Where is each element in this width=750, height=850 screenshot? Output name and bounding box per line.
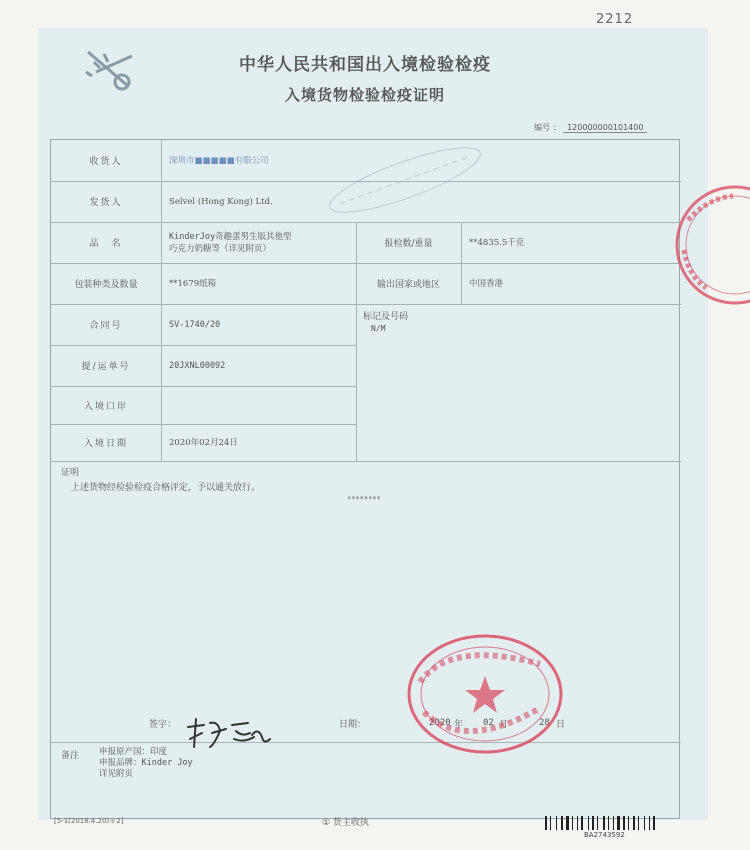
product-value	[161, 222, 356, 263]
entry-date-label: 入境日期	[83, 439, 128, 449]
date-label: 日期：	[339, 719, 367, 730]
serial-number	[534, 122, 647, 133]
serial-value: 120000000101400	[563, 123, 647, 133]
barcode-bar	[592, 816, 594, 830]
serial-label: 编号	[534, 123, 550, 132]
date-day: 28	[539, 718, 550, 728]
remarks-line1: 申报原产国：印度	[99, 746, 168, 757]
date-year: 2020	[429, 718, 451, 728]
serial-separator: ：	[552, 123, 561, 132]
barcode-bar	[628, 816, 629, 830]
entry-port-value	[161, 386, 356, 424]
date-month: 02	[483, 718, 494, 728]
barcode-bar	[550, 816, 551, 830]
date-month-suffix: 月	[499, 719, 509, 730]
contract-label: 合同号	[89, 321, 123, 331]
barcode-bar	[638, 816, 639, 830]
barcode-bar	[623, 816, 625, 830]
edge-seal-stamp	[660, 180, 750, 310]
barcode-bar	[603, 816, 605, 830]
barcode-bar	[561, 816, 563, 830]
bl-value: 20JXNL00092	[169, 360, 226, 371]
date-year-suffix: 年	[454, 719, 464, 730]
sign-label: 签字：	[149, 719, 177, 730]
handwritten-number: 2212	[596, 12, 634, 27]
barcode-bar	[653, 816, 655, 830]
certification-text: 上述货物经检验检疫合格评定，予以通关放行。	[71, 482, 261, 493]
product-value-line2: 巧克力奶糖等（详见附页）	[169, 243, 272, 254]
remarks-label: 备注	[61, 750, 80, 761]
barcode-bar	[633, 816, 635, 830]
certificate-title-line1: 中华人民共和国出入境检验检疫	[239, 55, 491, 75]
barcode-bar	[577, 816, 578, 830]
entry-port-label: 入境口岸	[83, 401, 128, 412]
faint-stamp-impression	[310, 140, 500, 220]
barcode-bar	[572, 816, 573, 830]
handwritten-signature	[182, 713, 272, 753]
qty-weight-value: **4835.5千克	[469, 237, 525, 248]
copy-label: ① 货主收执	[322, 818, 369, 828]
packing-value: **1679纸箱	[169, 278, 217, 289]
row-divider	[51, 461, 681, 462]
barcode-bar	[644, 816, 645, 830]
remarks-line2: 申报品牌：Kinder Joy	[99, 757, 193, 768]
certification-label: 证明	[61, 467, 80, 478]
certificate-form-table	[50, 139, 680, 819]
date-day-suffix: 日	[556, 719, 566, 730]
certification-stars: ********	[347, 495, 381, 503]
ciq-emblem-icon	[82, 46, 140, 96]
contract-value: SV-1740/20	[169, 319, 221, 330]
row-divider	[51, 742, 681, 743]
certificate-title-line2: 入境货物检验检疫证明	[284, 86, 445, 104]
qty-weight-label: 报检数/重量	[384, 239, 433, 249]
consignor-value: Selvel (Hong Kong) Ltd.	[169, 196, 273, 207]
barcode-bar	[566, 816, 569, 830]
barcode-bar	[581, 816, 583, 830]
origin-value: 中国香港	[469, 278, 504, 289]
barcode-bar	[649, 816, 650, 830]
official-red-seal	[400, 632, 570, 760]
barcode-bar	[613, 816, 614, 830]
bl-label: 提/运单号	[81, 362, 131, 372]
barcode	[545, 816, 683, 830]
remarks-line3: 详见附页	[99, 768, 134, 779]
product-label: 品 名	[89, 239, 123, 249]
form-code: [5-1(2018.4.20)＊2]	[54, 817, 124, 825]
consignee-label: 收货人	[89, 157, 123, 167]
marks-value: N/M	[371, 323, 386, 333]
barcode-bar	[608, 816, 609, 830]
barcode-bar	[588, 816, 589, 830]
packing-label: 包装种类及数量	[74, 280, 138, 290]
barcode-number: BA2743592	[584, 831, 625, 839]
entry-date-value: 2020年02月24日	[169, 437, 238, 448]
consignor-label: 发货人	[89, 198, 123, 208]
barcode-bar	[545, 816, 547, 830]
origin-label: 输出国家或地区	[376, 280, 440, 290]
barcode-bar	[556, 816, 557, 830]
consignee-value: 深圳市■■■■■有限公司	[169, 155, 269, 166]
barcode-bar	[597, 816, 598, 830]
marks-label: 标记及号码	[363, 311, 409, 322]
barcode-bar	[617, 816, 620, 830]
product-value-line1: KinderJoy奇趣蛋男生版其他型	[169, 231, 292, 242]
